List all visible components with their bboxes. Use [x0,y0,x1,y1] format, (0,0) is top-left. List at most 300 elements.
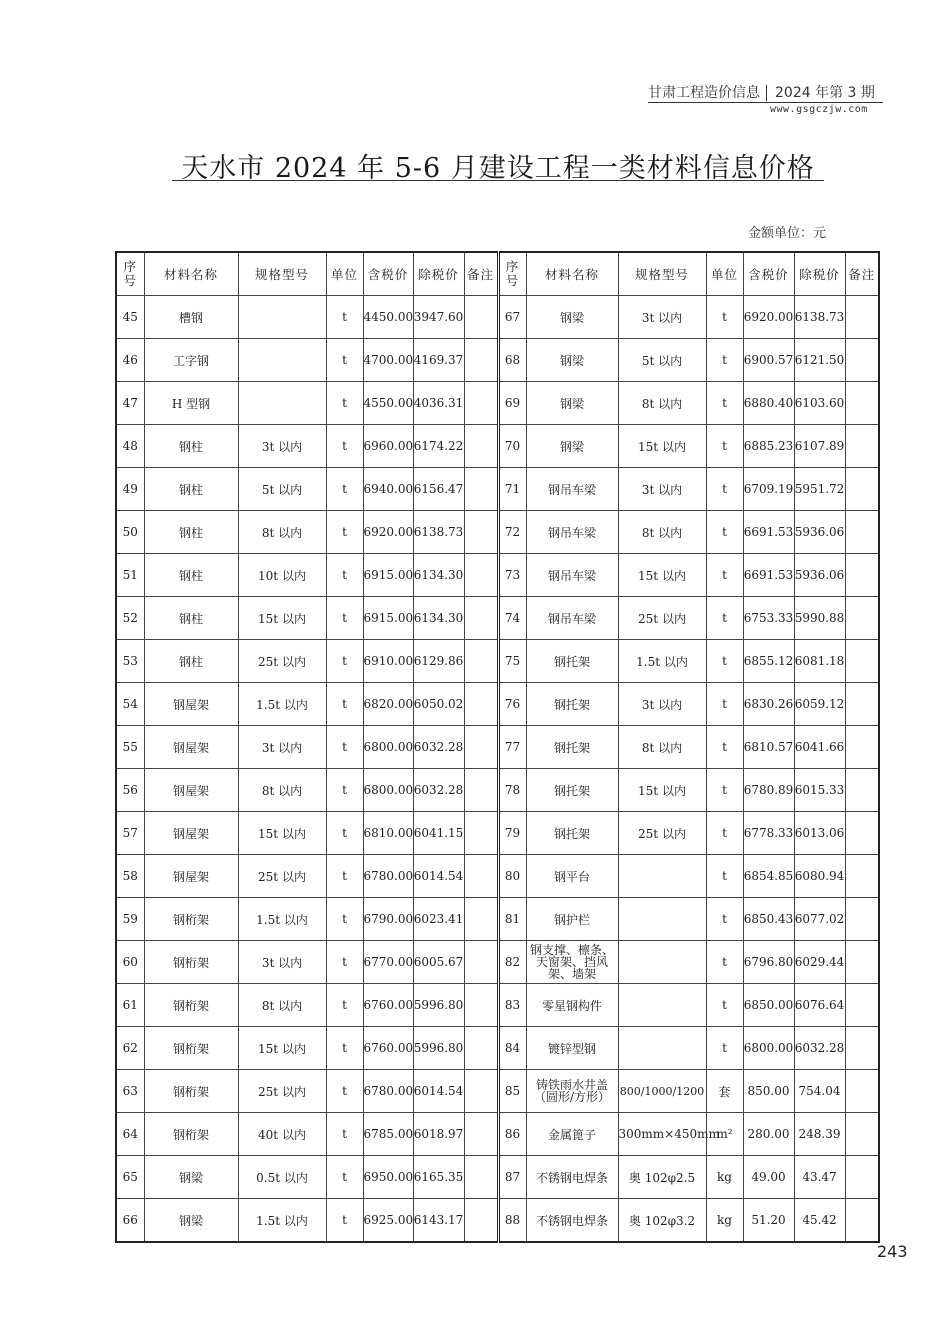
cell-material: 钢屋架 [144,855,238,898]
column-header-spec: 规格型号 [238,252,326,296]
cell-price-incl-tax: 280.00 [743,1113,794,1156]
cell-seq: 79 [498,812,526,855]
cell-spec: 8t 以内 [618,511,706,554]
cell-price-incl-tax: 6920.00 [363,511,413,554]
cell-seq: 45 [116,296,144,339]
cell-remark [464,640,498,683]
cell-spec: 8t 以内 [618,726,706,769]
cell-seq: 46 [116,339,144,382]
cell-remark [464,898,498,941]
cell-price-excl-tax: 3947.60 [413,296,464,339]
cell-material: 钢吊车梁 [526,511,618,554]
table-row [116,554,879,597]
table-row [116,425,879,468]
cell-remark [845,511,879,554]
cell-price-excl-tax: 6134.30 [413,554,464,597]
table-row [116,339,879,382]
cell-unit: t [706,468,743,511]
cell-remark [464,597,498,640]
table-row [116,1027,879,1070]
cell-material: 钢吊车梁 [526,597,618,640]
cell-unit: t [326,984,363,1027]
cell-seq: 85 [498,1070,526,1113]
cell-remark [464,941,498,984]
cell-unit: t [326,726,363,769]
cell-price-incl-tax: 6830.26 [743,683,794,726]
cell-spec: 5t 以内 [238,468,326,511]
cell-unit: t [326,339,363,382]
cell-material: 钢屋架 [144,683,238,726]
cell-unit: t [706,597,743,640]
cell-price-excl-tax: 5990.88 [794,597,845,640]
table-row [116,597,879,640]
website-url: www.gsgczjw.com [770,104,868,115]
cell-spec: 3t 以内 [618,296,706,339]
cell-material: 镀锌型钢 [526,1027,618,1070]
table-row [116,855,879,898]
cell-spec [618,941,706,984]
cell-remark [464,683,498,726]
cell-spec: 800/1000/1200 [618,1070,706,1113]
cell-unit: t [326,425,363,468]
publication-header [648,82,875,102]
cell-unit: t [326,812,363,855]
column-header-price-excl-tax: 除税价 [794,252,845,296]
cell-material: 钢梁 [144,1156,238,1199]
cell-seq: 56 [116,769,144,812]
cell-price-excl-tax: 5936.06 [794,554,845,597]
cell-seq: 63 [116,1070,144,1113]
cell-seq: 66 [116,1199,144,1243]
cell-remark [845,1027,879,1070]
cell-seq: 61 [116,984,144,1027]
cell-price-excl-tax: 6032.28 [413,726,464,769]
cell-price-incl-tax: 6753.33 [743,597,794,640]
cell-material: 金属篦子 [526,1113,618,1156]
cell-unit: t [706,296,743,339]
cell-unit: t [706,683,743,726]
column-header-seq: 序号 [498,252,526,296]
cell-unit: t [706,984,743,1027]
cell-unit: t [706,855,743,898]
cell-material: 钢托架 [526,726,618,769]
price-table [115,251,880,1243]
cell-price-incl-tax: 6691.53 [743,554,794,597]
cell-spec: 8t 以内 [238,984,326,1027]
cell-material: 不锈钢电焊条 [526,1156,618,1199]
cell-price-incl-tax: 6780.00 [363,1070,413,1113]
cell-remark [464,296,498,339]
cell-remark [845,1156,879,1199]
cell-unit: t [706,941,743,984]
column-header-unit: 单位 [706,252,743,296]
cell-unit: t [326,1113,363,1156]
cell-remark [845,425,879,468]
cell-seq: 54 [116,683,144,726]
cell-material: 钢桁架 [144,1027,238,1070]
cell-price-excl-tax: 6077.02 [794,898,845,941]
cell-price-incl-tax: 6915.00 [363,597,413,640]
cell-price-excl-tax: 6134.30 [413,597,464,640]
table-row [116,941,879,984]
cell-price-excl-tax: 6076.64 [794,984,845,1027]
cell-price-excl-tax: 5951.72 [794,468,845,511]
cell-material: 钢柱 [144,468,238,511]
cell-material: 工字钢 [144,339,238,382]
cell-seq: 88 [498,1199,526,1243]
cell-price-excl-tax: 5936.06 [794,511,845,554]
cell-unit: t [326,554,363,597]
column-header-seq: 序号 [116,252,144,296]
cell-unit: t [326,898,363,941]
cell-unit: t [706,1027,743,1070]
cell-price-incl-tax: 4700.00 [363,339,413,382]
cell-material: 钢屋架 [144,726,238,769]
cell-price-excl-tax: 6032.28 [794,1027,845,1070]
cell-price-incl-tax: 6850.43 [743,898,794,941]
cell-price-excl-tax: 4169.37 [413,339,464,382]
cell-remark [464,425,498,468]
cell-remark [464,769,498,812]
cell-seq: 71 [498,468,526,511]
cell-price-incl-tax: 6940.00 [363,468,413,511]
cell-unit: t [706,511,743,554]
cell-price-excl-tax: 6143.17 [413,1199,464,1243]
cell-unit: t [706,554,743,597]
cell-price-excl-tax: 6138.73 [413,511,464,554]
table-row [116,468,879,511]
cell-material: 铸铁雨水井盖（圆形/方形） [526,1070,618,1113]
cell-price-incl-tax: 49.00 [743,1156,794,1199]
cell-unit: t [326,1199,363,1243]
cell-price-incl-tax: 6785.00 [363,1113,413,1156]
cell-price-incl-tax: 6800.00 [363,769,413,812]
column-header-price-excl-tax: 除税价 [413,252,464,296]
cell-spec: 15t 以内 [238,1027,326,1070]
table-row [116,511,879,554]
cell-remark [845,1070,879,1113]
cell-seq: 59 [116,898,144,941]
cell-spec [238,339,326,382]
column-header-unit: 单位 [326,252,363,296]
cell-spec: 1.5t 以内 [238,898,326,941]
cell-price-incl-tax: 6780.00 [363,855,413,898]
cell-price-excl-tax: 6013.06 [794,812,845,855]
cell-unit: t [706,726,743,769]
cell-spec: 25t 以内 [238,640,326,683]
cell-price-excl-tax: 6080.94 [794,855,845,898]
cell-price-excl-tax: 6156.47 [413,468,464,511]
cell-spec: 8t 以内 [238,511,326,554]
column-header-material: 材料名称 [526,252,618,296]
cell-price-incl-tax: 6810.00 [363,812,413,855]
cell-remark [464,339,498,382]
cell-remark [845,1113,879,1156]
cell-unit: t [326,1070,363,1113]
cell-remark [845,468,879,511]
cell-spec: 8t 以内 [618,382,706,425]
cell-price-excl-tax: 6107.89 [794,425,845,468]
cell-price-excl-tax: 6015.33 [794,769,845,812]
cell-price-excl-tax: 248.39 [794,1113,845,1156]
cell-price-incl-tax: 51.20 [743,1199,794,1243]
table-row [116,812,879,855]
table-header-row [116,252,879,296]
cell-unit: t [706,640,743,683]
cell-price-incl-tax: 6778.33 [743,812,794,855]
cell-price-incl-tax: 850.00 [743,1070,794,1113]
table-row [116,640,879,683]
cell-remark [464,1156,498,1199]
cell-price-excl-tax: 6129.86 [413,640,464,683]
cell-price-incl-tax: 6950.00 [363,1156,413,1199]
cell-price-incl-tax: 6691.53 [743,511,794,554]
cell-unit: t [326,855,363,898]
cell-unit: t [326,640,363,683]
cell-price-incl-tax: 6920.00 [743,296,794,339]
cell-unit: t [326,769,363,812]
cell-spec: 25t 以内 [238,1070,326,1113]
cell-price-excl-tax: 6174.22 [413,425,464,468]
cell-unit: kg [706,1156,743,1199]
cell-price-incl-tax: 6910.00 [363,640,413,683]
column-header-material: 材料名称 [144,252,238,296]
cell-price-excl-tax: 6018.97 [413,1113,464,1156]
column-header-price-incl-tax: 含税价 [363,252,413,296]
cell-seq: 83 [498,984,526,1027]
cell-seq: 76 [498,683,526,726]
cell-remark [464,511,498,554]
cell-material: 钢梁 [526,339,618,382]
cell-spec: 15t 以内 [618,554,706,597]
cell-material: 零星钢构件 [526,984,618,1027]
cell-spec [618,855,706,898]
cell-price-incl-tax: 4550.00 [363,382,413,425]
column-header-remark: 备注 [845,252,879,296]
page-number: 243 [877,1242,908,1261]
cell-price-excl-tax: 6165.35 [413,1156,464,1199]
cell-price-excl-tax: 4036.31 [413,382,464,425]
cell-material: 钢桁架 [144,1113,238,1156]
cell-spec: 奥 102φ2.5 [618,1156,706,1199]
cell-price-excl-tax: 45.42 [794,1199,845,1243]
cell-seq: 80 [498,855,526,898]
cell-seq: 64 [116,1113,144,1156]
cell-spec: 25t 以内 [618,812,706,855]
cell-price-incl-tax: 6770.00 [363,941,413,984]
table-row [116,726,879,769]
cell-material: 钢桁架 [144,898,238,941]
cell-seq: 47 [116,382,144,425]
table-row [116,1199,879,1243]
cell-seq: 65 [116,1156,144,1199]
cell-spec: 15t 以内 [238,597,326,640]
cell-price-excl-tax: 6014.54 [413,1070,464,1113]
cell-material: 钢桁架 [144,984,238,1027]
cell-material: 钢吊车梁 [526,468,618,511]
cell-price-incl-tax: 6885.23 [743,425,794,468]
table-row [116,683,879,726]
cell-seq: 57 [116,812,144,855]
table-row [116,984,879,1027]
cell-unit: t [326,1027,363,1070]
cell-material: 不锈钢电焊条 [526,1199,618,1243]
publication-name: 甘肃工程造价信息 [648,85,760,101]
title-underline [172,180,824,181]
cell-price-incl-tax: 6820.00 [363,683,413,726]
cell-price-incl-tax: 6854.85 [743,855,794,898]
cell-seq: 52 [116,597,144,640]
cell-remark [464,1113,498,1156]
cell-remark [464,1027,498,1070]
cell-material: 钢梁 [526,425,618,468]
cell-price-incl-tax: 6960.00 [363,425,413,468]
cell-spec: 5t 以内 [618,339,706,382]
cell-seq: 73 [498,554,526,597]
cell-unit: t [706,339,743,382]
cell-remark [464,726,498,769]
table-row [116,382,879,425]
cell-unit: kg [706,1199,743,1243]
cell-spec: 3t 以内 [618,683,706,726]
cell-price-excl-tax: 6041.66 [794,726,845,769]
cell-material: 槽钢 [144,296,238,339]
cell-remark [464,554,498,597]
cell-remark [845,769,879,812]
cell-price-excl-tax: 6103.60 [794,382,845,425]
table-row [116,1156,879,1199]
cell-price-excl-tax: 43.47 [794,1156,845,1199]
cell-seq: 70 [498,425,526,468]
table-row [116,1070,879,1113]
cell-remark [845,640,879,683]
cell-price-excl-tax: 6081.18 [794,640,845,683]
cell-unit: t [706,812,743,855]
cell-remark [845,812,879,855]
issue-label: 2024 年第 3 期 [766,85,875,101]
cell-remark [845,855,879,898]
cell-material: 钢桁架 [144,1070,238,1113]
cell-price-incl-tax: 6850.00 [743,984,794,1027]
cell-remark [845,1199,879,1243]
cell-price-incl-tax: 6796.80 [743,941,794,984]
cell-remark [845,984,879,1027]
cell-price-incl-tax: 6800.00 [363,726,413,769]
cell-price-incl-tax: 6925.00 [363,1199,413,1243]
cell-spec: 1.5t 以内 [238,683,326,726]
cell-unit: t [326,1156,363,1199]
cell-price-excl-tax: 6023.41 [413,898,464,941]
cell-price-excl-tax: 6050.02 [413,683,464,726]
cell-material: 钢柱 [144,425,238,468]
cell-seq: 62 [116,1027,144,1070]
cell-price-excl-tax: 6059.12 [794,683,845,726]
cell-seq: 74 [498,597,526,640]
cell-unit: m² [706,1113,743,1156]
cell-spec: 40t 以内 [238,1113,326,1156]
cell-material: 钢梁 [526,382,618,425]
cell-price-incl-tax: 6790.00 [363,898,413,941]
cell-unit: t [706,898,743,941]
column-header-price-incl-tax: 含税价 [743,252,794,296]
currency-unit-note: 金额单位：元 [748,226,827,241]
table-row [116,296,879,339]
cell-unit: t [326,511,363,554]
cell-price-excl-tax: 754.04 [794,1070,845,1113]
cell-unit: t [326,382,363,425]
cell-spec: 1.5t 以内 [238,1199,326,1243]
cell-seq: 86 [498,1113,526,1156]
cell-spec: 8t 以内 [238,769,326,812]
cell-remark [845,898,879,941]
cell-price-incl-tax: 6780.89 [743,769,794,812]
cell-material: 钢梁 [526,296,618,339]
column-header-remark: 备注 [464,252,498,296]
page-title: 天水市 2024 年 5-6 月建设工程一类材料信息价格 [181,153,815,184]
cell-spec [618,1027,706,1070]
cell-material: 钢桁架 [144,941,238,984]
cell-seq: 78 [498,769,526,812]
cell-material: H 型钢 [144,382,238,425]
cell-material: 钢托架 [526,683,618,726]
cell-material: 钢屋架 [144,769,238,812]
cell-unit: 套 [706,1070,743,1113]
cell-seq: 58 [116,855,144,898]
cell-material: 钢柱 [144,511,238,554]
column-header-spec: 规格型号 [618,252,706,296]
table-row [116,1113,879,1156]
cell-material: 钢托架 [526,812,618,855]
cell-remark [464,382,498,425]
cell-seq: 50 [116,511,144,554]
cell-material: 钢护栏 [526,898,618,941]
cell-material: 钢吊车梁 [526,554,618,597]
cell-spec: 15t 以内 [618,425,706,468]
cell-price-incl-tax: 6709.19 [743,468,794,511]
cell-spec: 3t 以内 [618,468,706,511]
cell-remark [464,812,498,855]
cell-remark [845,554,879,597]
cell-price-excl-tax: 6041.15 [413,812,464,855]
cell-seq: 84 [498,1027,526,1070]
cell-material: 钢柱 [144,640,238,683]
cell-price-incl-tax: 6855.12 [743,640,794,683]
cell-remark [464,468,498,511]
cell-price-excl-tax: 6121.50 [794,339,845,382]
cell-spec [238,296,326,339]
cell-remark [464,855,498,898]
cell-material: 钢托架 [526,640,618,683]
cell-price-incl-tax: 6915.00 [363,554,413,597]
cell-unit: t [326,296,363,339]
cell-seq: 81 [498,898,526,941]
cell-price-incl-tax: 6900.57 [743,339,794,382]
cell-unit: t [706,382,743,425]
cell-spec [618,984,706,1027]
cell-spec: 3t 以内 [238,726,326,769]
cell-material: 钢柱 [144,597,238,640]
cell-remark [845,339,879,382]
cell-spec: 15t 以内 [238,812,326,855]
cell-seq: 51 [116,554,144,597]
cell-material: 钢梁 [144,1199,238,1243]
cell-price-incl-tax: 4450.00 [363,296,413,339]
cell-remark [845,597,879,640]
header-divider [648,102,883,103]
cell-seq: 82 [498,941,526,984]
cell-spec: 15t 以内 [618,769,706,812]
cell-price-excl-tax: 6138.73 [794,296,845,339]
